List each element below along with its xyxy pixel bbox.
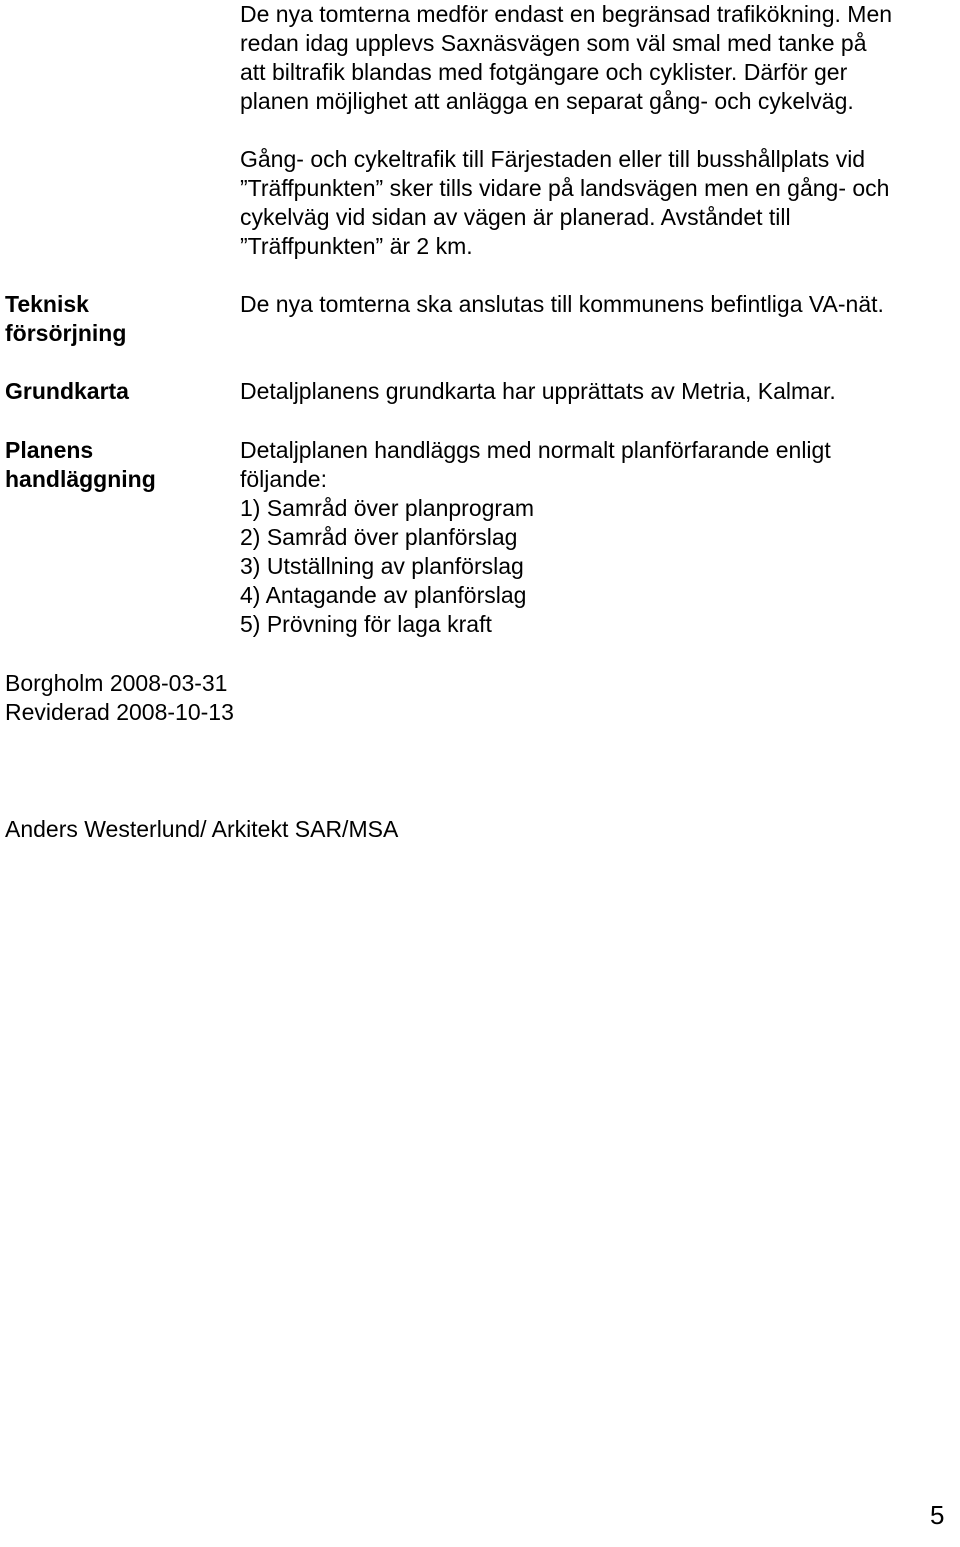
footer-dates	[5, 669, 605, 727]
text-line: Detaljplanens grundkarta har upprättats av Metria, Kalmar.	[240, 378, 836, 404]
text-line: redan idag upplevs Saxnäsvägen som väl smal med tanke på	[240, 30, 867, 56]
heading-grundkarta	[5, 377, 225, 406]
text-line: De nya tomterna medför endast en begränsad trafikökning. Men	[240, 1, 893, 27]
paragraph-gang-cykel	[240, 145, 960, 261]
heading-line: Teknisk	[5, 291, 89, 317]
section-text-handlaggning	[240, 436, 960, 639]
list-item: 3) Utställning av planförslag	[240, 553, 524, 579]
list-item: 4) Antagande av planförslag	[240, 582, 527, 608]
place-date: Borgholm 2008-03-31	[5, 670, 228, 696]
section-text-teknisk	[240, 290, 960, 319]
heading-teknisk-forsorjning	[5, 290, 225, 348]
heading-planens-handlaggning	[5, 436, 225, 494]
heading-line: Planens	[5, 437, 94, 463]
text-line: cykelväg vid sidan av vägen är planerad. Avståndet till	[240, 204, 791, 230]
text-line: Gång- och cykeltrafik till Färjestaden eller till busshållplats vid	[240, 146, 866, 172]
list-item: 2) Samråd över planförslag	[240, 524, 518, 550]
heading-line: försörjning	[5, 320, 127, 346]
footer-author	[5, 815, 605, 844]
text-line: följande:	[240, 466, 327, 492]
section-text-grundkarta	[240, 377, 960, 406]
list-item: 1) Samråd över planprogram	[240, 495, 535, 521]
text-line: ”Träffpunkten” är 2 km.	[240, 233, 473, 259]
revised-date: Reviderad 2008-10-13	[5, 699, 234, 725]
text-line: planen möjlighet att anlägga en separat gång- och cykelväg.	[240, 88, 854, 114]
heading-line: Grundkarta	[5, 378, 129, 404]
heading-line: handläggning	[5, 466, 156, 492]
text-line: att biltrafik blandas med fotgängare och cyklister. Därför ger	[240, 59, 848, 85]
text-line: Detaljplanen handläggs med normalt planförfarande enligt	[240, 437, 831, 463]
text-line: ”Träffpunkten” sker tills vidare på landsvägen men en gång- och	[240, 175, 890, 201]
page-number: 5	[930, 1500, 945, 1530]
text-line: De nya tomterna ska anslutas till kommunens befintliga VA-nät.	[240, 291, 884, 317]
list-item: 5) Prövning för laga kraft	[240, 611, 492, 637]
paragraph-trafik	[240, 0, 960, 116]
author-signature: Anders Westerlund/ Arkitekt SAR/MSA	[5, 816, 399, 842]
